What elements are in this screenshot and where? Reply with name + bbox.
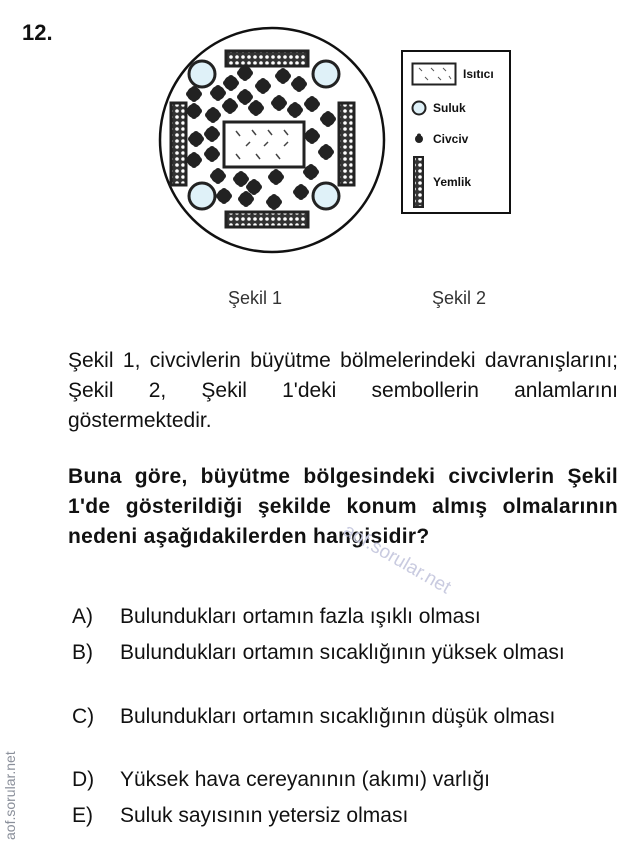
option-text: Bulundukları ortamın sıcaklığının yüksek olması xyxy=(120,641,565,664)
waterer-icon xyxy=(411,100,427,116)
watermark-diagonal: aof.sorular.net xyxy=(339,520,455,599)
figure-1-brooding-pen xyxy=(156,24,388,256)
legend-row-chick xyxy=(411,131,468,147)
watermark-side: aof.sorular.net xyxy=(2,751,18,840)
question-stem: Buna göre, büyütme bölgesindeki civcivlerin Şekil 1'de gösterildiği şekilde konum almış olmalarının nedeni aşağıdakilerden hangisidir? xyxy=(68,465,618,548)
option-a[interactable] xyxy=(72,602,618,632)
option-b[interactable] xyxy=(72,638,618,668)
option-d[interactable] xyxy=(72,765,618,795)
option-c[interactable] xyxy=(72,702,618,732)
figure-2-legend xyxy=(401,50,511,214)
legend-label-chick: Civciv xyxy=(433,132,469,146)
chick-icon xyxy=(411,131,427,147)
figure-2-caption: Şekil 2 xyxy=(432,288,487,308)
option-letter: D) xyxy=(72,768,95,791)
legend-row-heater xyxy=(411,62,494,86)
legend-label-waterer: Suluk xyxy=(433,101,466,115)
feeder-icon xyxy=(411,156,427,208)
option-letter: C) xyxy=(72,705,95,728)
legend-row-feeder xyxy=(411,156,471,208)
option-text: Suluk sayısının yetersiz olması xyxy=(120,804,409,827)
option-text: Bulundukları ortamın sıcaklığının düşük olması xyxy=(120,705,556,728)
option-text: Yüksek hava cereyanının (akımı) varlığı xyxy=(120,768,490,791)
option-letter: A) xyxy=(72,605,93,628)
option-e[interactable] xyxy=(72,801,618,831)
option-letter: E) xyxy=(72,804,93,827)
question-number: 12. xyxy=(22,20,53,45)
option-letter: B) xyxy=(72,641,93,664)
figure-1-caption: Şekil 1 xyxy=(228,288,283,308)
heater-icon xyxy=(411,62,457,86)
legend-label-feeder: Yemlik xyxy=(433,175,472,189)
question-intro: Şekil 1, civcivlerin büyütme bölmelerindeki davranışlarını; Şekil 2, Şekil 1'deki sembollerin anlamlarını göstermektedir. xyxy=(68,349,618,432)
option-text: Bulundukları ortamın fazla ışıklı olması xyxy=(120,605,481,628)
legend-row-waterer xyxy=(411,100,466,116)
legend-label-heater: Isıtıcı xyxy=(463,67,494,81)
